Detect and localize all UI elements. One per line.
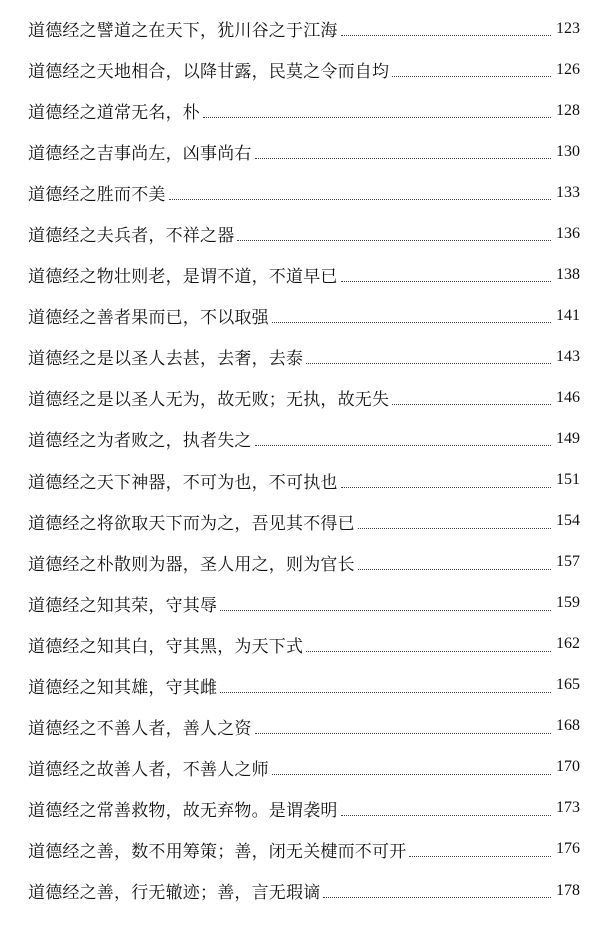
toc-entry-page: 130 [556, 142, 580, 160]
toc-entry-title: 道德经之知其雄，守其雌 [28, 677, 218, 698]
toc-entry-title: 道德经之善，行无辙迹；善，言无瑕谪 [28, 883, 321, 903]
toc-entry[interactable] [28, 418, 580, 459]
toc-entry[interactable] [28, 665, 580, 706]
toc-entry-page: 159 [556, 594, 580, 612]
dot-leader [358, 569, 551, 570]
toc-entry-title: 道德经之物壮则老，是谓不道，不道早已 [28, 267, 338, 288]
toc-entry-title: 道德经之将欲取天下而为之，吾见其不得已 [28, 513, 355, 534]
toc-entry-title: 道德经之天下神器，不可为也，不可执也 [28, 472, 338, 493]
toc-entry-page: 176 [556, 840, 580, 858]
toc-entry-title: 道德经之常善救物，故无弃物。是谓袭明 [28, 800, 338, 821]
toc-entry[interactable] [28, 49, 580, 90]
toc-entry[interactable] [28, 624, 580, 665]
toc-entry-page: 138 [556, 265, 580, 283]
toc-entry-title: 道德经之知其荣，守其辱 [28, 595, 218, 616]
toc-entry-page: 173 [556, 799, 580, 817]
toc-entry[interactable] [28, 870, 580, 911]
toc-entry[interactable] [28, 542, 580, 583]
toc-entry-page: 141 [556, 306, 580, 324]
toc-entry[interactable] [28, 213, 580, 254]
toc-entry-page: 143 [556, 347, 580, 365]
toc-entry[interactable] [28, 377, 580, 418]
table-of-contents [28, 8, 580, 911]
toc-entry-title: 道德经之道常无名，朴 [28, 103, 200, 124]
toc-entry-title: 道德经之故善人者，不善人之师 [28, 759, 269, 780]
toc-entry-title: 道德经之不善人者，善人之资 [28, 718, 252, 739]
toc-entry-page: 128 [556, 101, 580, 119]
toc-entry-page: 133 [556, 183, 580, 201]
toc-entry-title: 道德经之胜而不美 [28, 185, 166, 206]
toc-entry[interactable] [28, 583, 580, 624]
dot-leader [203, 117, 551, 118]
toc-entry-title: 道德经之是以圣人无为，故无败；无执，故无失 [28, 390, 390, 411]
toc-entry-page: 168 [556, 717, 580, 735]
toc-entry[interactable] [28, 8, 580, 49]
dot-leader [220, 610, 551, 611]
toc-entry-title: 道德经之善，数不用筹策；善，闭无关楗而不可开 [28, 841, 407, 862]
toc-entry[interactable] [28, 254, 580, 295]
toc-entry-page: 151 [556, 471, 580, 489]
dot-leader [272, 322, 551, 323]
toc-entry-page: 178 [556, 881, 580, 899]
toc-entry-page: 165 [556, 676, 580, 694]
toc-entry-title: 道德经之夫兵者，不祥之器 [28, 226, 235, 247]
dot-leader [323, 897, 551, 898]
dot-leader [341, 35, 551, 36]
toc-entry-page: 154 [556, 512, 580, 530]
toc-entry[interactable] [28, 501, 580, 542]
toc-entry[interactable] [28, 747, 580, 788]
toc-entry-title: 道德经之天地相合，以降甘露，民莫之令而自均 [28, 62, 390, 83]
toc-entry-title: 道德经之知其白，守其黑，为天下式 [28, 636, 304, 657]
toc-entry-page: 170 [556, 758, 580, 776]
toc-entry-page: 146 [556, 388, 580, 406]
toc-entry-page: 123 [556, 19, 580, 37]
toc-entry-title: 道德经之譬道之在天下，犹川谷之于江海 [28, 21, 338, 42]
dot-leader [272, 774, 551, 775]
dot-leader [255, 445, 551, 446]
toc-entry-page: 136 [556, 224, 580, 242]
toc-entry-title: 道德经之朴散则为器，圣人用之，则为官长 [28, 554, 355, 575]
toc-entry[interactable] [28, 706, 580, 747]
toc-entry[interactable] [28, 460, 580, 501]
toc-entry-title: 道德经之是以圣人去甚，去奢，去泰 [28, 349, 304, 370]
toc-entry[interactable] [28, 131, 580, 172]
toc-entry-title: 道德经之为者败之，执者失之 [28, 431, 252, 452]
toc-entry[interactable] [28, 295, 580, 336]
dot-leader [220, 692, 551, 693]
toc-entry-page: 126 [556, 60, 580, 78]
dot-leader [392, 76, 551, 77]
toc-entry-page: 162 [556, 635, 580, 653]
dot-leader [409, 856, 551, 857]
dot-leader [255, 158, 551, 159]
dot-leader [169, 199, 551, 200]
toc-entry[interactable] [28, 90, 580, 131]
toc-entry-page: 157 [556, 553, 580, 571]
dot-leader [306, 651, 551, 652]
dot-leader [341, 815, 551, 816]
toc-entry[interactable] [28, 788, 580, 829]
dot-leader [306, 363, 551, 364]
dot-leader [341, 281, 551, 282]
toc-entry[interactable] [28, 172, 580, 213]
dot-leader [237, 240, 551, 241]
dot-leader [255, 733, 551, 734]
toc-entry[interactable] [28, 829, 580, 870]
dot-leader [358, 528, 551, 529]
dot-leader [341, 487, 551, 488]
toc-entry-title: 道德经之善者果而已，不以取强 [28, 308, 269, 329]
toc-entry-title: 道德经之吉事尚左，凶事尚右 [28, 144, 252, 165]
toc-entry[interactable] [28, 336, 580, 377]
dot-leader [392, 404, 551, 405]
toc-entry-page: 149 [556, 429, 580, 447]
